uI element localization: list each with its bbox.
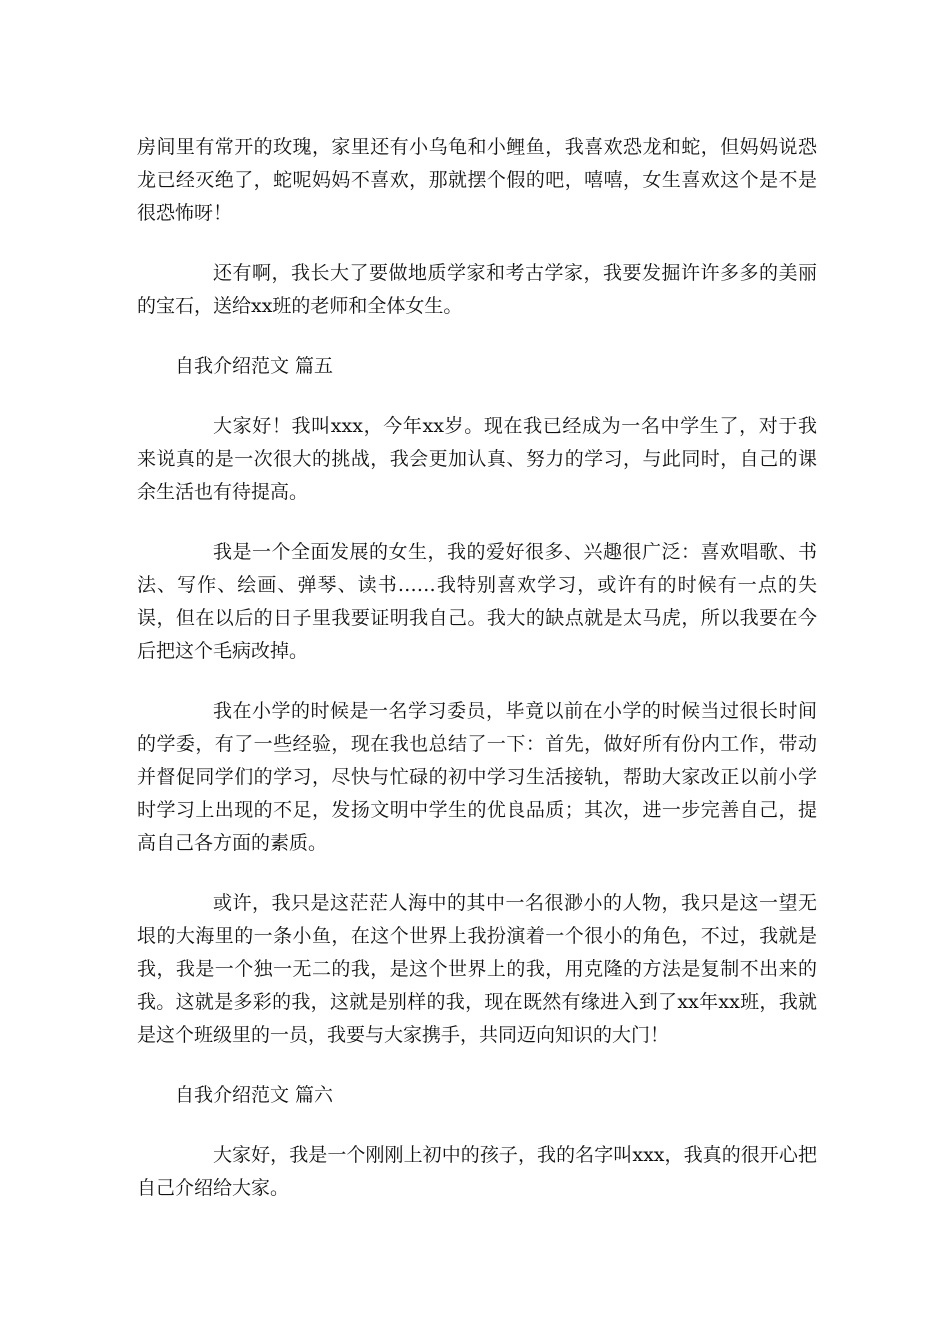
paragraph-hobbies: 我是一个全面发展的女生，我的爱好很多、兴趣很广泛：喜欢唱歌、书法、写作、绘画、弹琴、读书……我特别喜欢学习，或许有的时候有一点的失误，但在以后的日子里我要证明我自己。我大的缺点就是太马虎，所以我要在今后把这个毛病改掉。 [137,541,817,662]
paragraph-study-committee: 我在小学的时候是一名学习委员，毕竟以前在小学的时候当过很长时间的学委，有了一些经验，现在我也总结了一下：首先，做好所有份内工作，带动并督促同学们的学习，尽快与忙碌的初中学习生活接轨，帮助大家改正以前小学时学习上出现的不足，发扬文明中学生的优良品质；其次，进一步完善自己，提高自己各方面的素质。 [137,700,817,854]
document-page [137,131,817,1232]
paragraph-greeting: 大家好！我叫xxx，今年xx岁。现在我已经成为一名中学生了，对于我来说真的是一次很大的挑战，我会更加认真、努力的学习，与此同时，自己的课余生活也有待提高。 [137,415,817,503]
section-heading-five: 自我介绍范文 篇五 [175,355,334,377]
paragraph-pets: 房间里有常开的玫瑰，家里还有小乌龟和小鲤鱼，我喜欢恐龙和蛇，但妈妈说恐龙已经灭绝了，蛇呢妈妈不喜欢，那就摆个假的吧，嘻嘻，女生喜欢这个是不是很恐怖呀！ [137,136,817,224]
paragraph-unique-self: 或许，我只是这茫茫人海中的其中一名很渺小的人物，我只是这一望无垠的大海里的一条小鱼，在这个世界上我扮演着一个很小的角色，不过，我就是我，我是一个独一无二的我，是这个世界上的我，用克隆的方法是复制不出来的我。这就是多彩的我，这就是别样的我，现在既然有缘进入到了xx年xx班，我就是这个班级里的一员，我要与大家携手，共同迈向知识的大门！ [137,892,817,1046]
section-heading-six: 自我介绍范文 篇六 [175,1084,334,1106]
paragraph-future-dream: 还有啊，我长大了要做地质学家和考古学家，我要发掘许许多多的美丽的宝石，送给xx班的老师和全体女生。 [137,262,817,317]
paragraph-intro-six: 大家好，我是一个刚刚上初中的孩子，我的名字叫xxx，我真的很开心把自己介绍给大家。 [137,1144,817,1199]
